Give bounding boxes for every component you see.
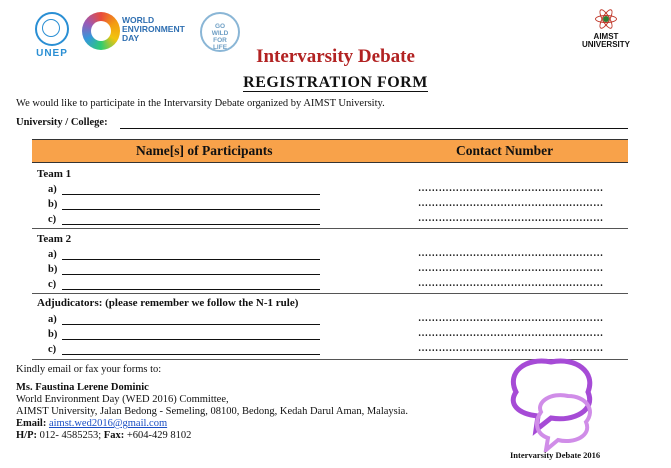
- team-2-row-c: c) ………………………………………………: [48, 278, 604, 290]
- page-title: Intervarsity Debate: [256, 46, 415, 67]
- name-field[interactable]: [62, 224, 320, 225]
- team-2-row-a: a) ………………………………………………: [48, 248, 604, 260]
- participants-column-header: Name[s] of Participants: [136, 143, 273, 158]
- name-field[interactable]: [62, 259, 320, 260]
- go-wild-for-life-logo: GO WILD FOR LIFE: [200, 12, 240, 52]
- name-field[interactable]: [62, 289, 320, 290]
- adjudicators-heading: Adjudicators: (please remember we follow the N-1 rule): [37, 297, 299, 309]
- team-2-heading: Team 2: [37, 233, 72, 245]
- intro-text: We would like to participate in the Intervarsity Debate organized by AIMST University.: [16, 98, 385, 109]
- team-2-row-b: b) ………………………………………………: [48, 263, 604, 275]
- team-1-row-b: b) ………………………………………………: [48, 198, 604, 210]
- bubble-caption: Intervarsity Debate 2016: [510, 450, 601, 460]
- contact-field[interactable]: ………………………………………………: [418, 198, 604, 209]
- table-header: [32, 139, 628, 163]
- adjudicator-row-c: c) ………………………………………………: [48, 343, 604, 355]
- contact-field[interactable]: ………………………………………………: [418, 343, 604, 354]
- name-field[interactable]: [62, 324, 320, 325]
- university-field[interactable]: [120, 128, 628, 129]
- wed-circle-icon: [82, 12, 120, 50]
- aimst-logo: AIMST UNIVERSITY: [576, 8, 636, 49]
- contact-field[interactable]: ………………………………………………: [418, 328, 604, 339]
- team-1-heading: Team 1: [37, 168, 72, 180]
- wed-logo: WORLD ENVIRONMENT DAY: [82, 12, 190, 52]
- contact-name: Ms. Faustina Lerene Dominic: [16, 382, 149, 393]
- university-label: University / College:: [16, 117, 108, 128]
- name-field[interactable]: [62, 354, 320, 355]
- name-field[interactable]: [62, 194, 320, 195]
- atom-icon: [595, 8, 617, 30]
- contact-column-header: Contact Number: [456, 143, 554, 158]
- contact-field[interactable]: ………………………………………………: [418, 248, 604, 259]
- adjudicator-row-a: a) ………………………………………………: [48, 313, 604, 325]
- unep-logo: UNEP: [32, 12, 72, 59]
- divider: [32, 293, 628, 294]
- name-field[interactable]: [62, 274, 320, 275]
- form-subtitle: REGISTRATION FORM: [243, 74, 428, 91]
- divider: [32, 228, 628, 229]
- contact-field[interactable]: ………………………………………………: [418, 313, 604, 324]
- contact-info: Kindly email or fax your forms to: Ms. Faustina Lerene Dominic World Environment Day (WED 2016) Committee, AIMST University, Jalan Bedong - Semeling, 08100, Bedong, Kedah Darul Aman, Malaysia. Email: aimst.wed2016@gmail.com H/P: 012- 4585253; Fax: +604-429 8102: [16, 364, 456, 442]
- contact-field[interactable]: ………………………………………………: [418, 278, 604, 289]
- name-field[interactable]: [62, 209, 320, 210]
- email-link[interactable]: aimst.wed2016@gmail.com: [48, 418, 168, 429]
- team-1-row-a: a) ………………………………………………: [48, 183, 604, 195]
- speech-bubble-icon: [496, 352, 616, 452]
- adjudicator-row-b: b) ………………………………………………: [48, 328, 604, 340]
- contact-field[interactable]: ………………………………………………: [418, 183, 604, 194]
- contact-field[interactable]: ………………………………………………: [418, 263, 604, 274]
- team-1-row-c: c) ………………………………………………: [48, 213, 604, 225]
- globe-icon: [35, 12, 69, 46]
- contact-field[interactable]: ………………………………………………: [418, 213, 604, 224]
- name-field[interactable]: [62, 339, 320, 340]
